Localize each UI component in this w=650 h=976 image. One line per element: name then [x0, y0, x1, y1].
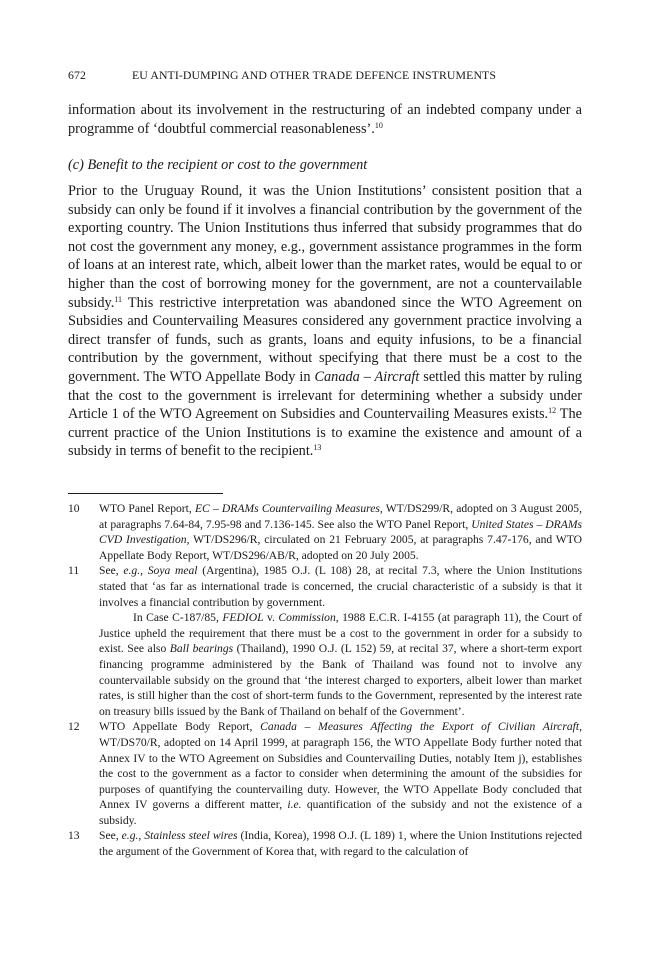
footnote-text: ,: [138, 829, 145, 843]
footnote-text: (India, Korea), 1998 O.J. (L 189) 1, where the Union Institutions rejected the argument of the Government of Korea that, with regard to the calculation of: [99, 829, 583, 859]
paragraph-text: This restrictive interpretation was abandoned since the WTO Agreement on Subsidies and Countervailing Measures considered any government practice involving a direct transfer of funds, such as grants, loans and equity infusions, to be a financial contribution by the government, without specifying that there must be a cost to the government. The WTO Appellate Body in: [68, 294, 582, 385]
case-name: FEDIOL: [222, 611, 264, 625]
abbreviation: i.e.: [287, 798, 302, 812]
footnote-number: 13: [68, 829, 80, 843]
section-subheading: (c) Benefit to the recipient or cost to the government: [68, 157, 368, 173]
footnote-text: , WT/DS296/R, circulated on 21 February 2005, at paragraphs 7.47-176, and WTO Appellate Body Report, WT/DS296/AB/R, adopted on 20 July 2005.: [99, 533, 582, 562]
footnote-text: , WT/DS299/R, adopted on 3 August 2005, at paragraphs 7.64-84, 7.95-98 and 7.136-145. See also the WTO Panel Report,: [99, 502, 582, 531]
footnote-text: 1988 E.C.R. I-4155 (at paragraph 11), the Court of Justice upheld the requirement that there must be a cost to the government in order for a subsidy to exist. See also: [99, 611, 582, 656]
paragraph-text: settled this matter by ruling that the cost to the government is irrelevant for determining whether a subsidy under Article 1 of the WTO Agreement on Subsidies and Countervailing Measures exists.: [68, 368, 583, 423]
paragraph-continuation: [68, 101, 582, 139]
footnote-ref: 11: [114, 294, 123, 304]
case-name: Canada – Aircraft: [314, 368, 420, 385]
footnote-ref: 10: [374, 121, 383, 130]
case-name: Soya meal: [147, 564, 198, 578]
footnote-11: [68, 563, 582, 719]
case-name: Ball bearings: [169, 642, 234, 656]
case-name: Commission,: [278, 611, 339, 625]
footnote-text: , WT/DS70/R, adopted on 14 April 1999, at paragraph 156, the WTO Appellate Body further noted that Annex IV to the WTO Agreement on Subsidies and Countervailing Duties, notably Item j), establishes the cost to the government as a factor to consider when determining the amount of the subsidies for purposes of quantifying the countervailing duty. However, the WTO Appellate Body concluded that Annex IV governs a different matter,: [99, 720, 582, 812]
case-name: EC – DRAMs Countervailing Measures: [194, 502, 380, 515]
footnote-ref: 12: [548, 406, 557, 416]
abbreviation: e.g.: [121, 829, 139, 843]
paragraph-text: Prior to the Uruguay Round, it was the Union Institutions’ consistent position that a subsidy can only be found if it involves a financial contribution by the government of the exporting country. The Union Institutions thus inferred that subsidy programmes that do not cost the government any money, e.g., government assistance programmes in the form of loans at an interest rate, which, albeit lower than the market rates, would be equal to or higher than the cost of borrowing money for the government, are not a countervailable subsidy.: [68, 183, 582, 311]
footnote-text: v.: [263, 611, 279, 625]
footnote-number: 12: [68, 720, 80, 734]
case-name: Stainless steel wires: [144, 829, 238, 843]
footnote-divider: [68, 493, 223, 494]
footnote-text: WTO Appellate Body Report,: [99, 720, 261, 734]
page-number: 672: [68, 68, 86, 82]
paragraph-text: information about its involvement in the restructuring of an indebted company under a programme of ‘doubtful commercial reasonableness’.: [68, 102, 582, 137]
footnote-text: ,: [140, 564, 148, 578]
footnote-text: (Thailand), 1990 O.J. (L 152) 59, at recital 37, where a short-term export financing programme administered by the Bank of Thailand was found not to involve any countervailable subsidy on the ground that ‘the interest charged to exporters, albeit lower than market rates, is still higher than the cost of short-term funds to the Government, represented by the interest rate on treasury bills issued by the Bank of Thailand on behalf of the Government’.: [99, 642, 582, 718]
footnote-text: In Case C-187/85,: [133, 611, 223, 625]
footnote-text: (Argentina), 1985 O.J. (L 108) 28, at recital 7.3, where the Union Institutions stated that ‘as far as international trade is concerned, the crucial characteristic of a subsidy is that it involves a financial contribution by government.: [99, 564, 582, 609]
footnote-text: See,: [99, 829, 122, 843]
case-name: Canada – Measures Affecting the Export of Civilian Aircraft: [260, 720, 580, 734]
footnote-number: 11: [68, 564, 80, 578]
footnote-number: 10: [68, 502, 80, 515]
body-paragraph: [68, 182, 582, 461]
footnote-ref: 13: [313, 443, 322, 453]
footnote-text: See,: [99, 564, 124, 578]
footnote-12: [68, 719, 582, 828]
footnote-text: quantification of the subsidy and not the existence of a subsidy.: [99, 798, 582, 827]
running-title: EU ANTI-DUMPING AND OTHER TRADE DEFENCE INSTRUMENTS: [132, 68, 497, 82]
footnote-13: [68, 828, 582, 859]
running-header: [68, 68, 582, 83]
footnote-10: [68, 501, 582, 563]
case-name: United States – DRAMs CVD Investigation: [99, 517, 582, 547]
footnotes: [68, 501, 582, 860]
paragraph-text: The current practice of the Union Institutions is to examine the existence and amount of a subsidy in terms of benefit to the recipient.: [68, 406, 582, 460]
abbreviation: e.g.: [123, 564, 141, 578]
footnote-text: WTO Panel Report,: [99, 502, 195, 515]
